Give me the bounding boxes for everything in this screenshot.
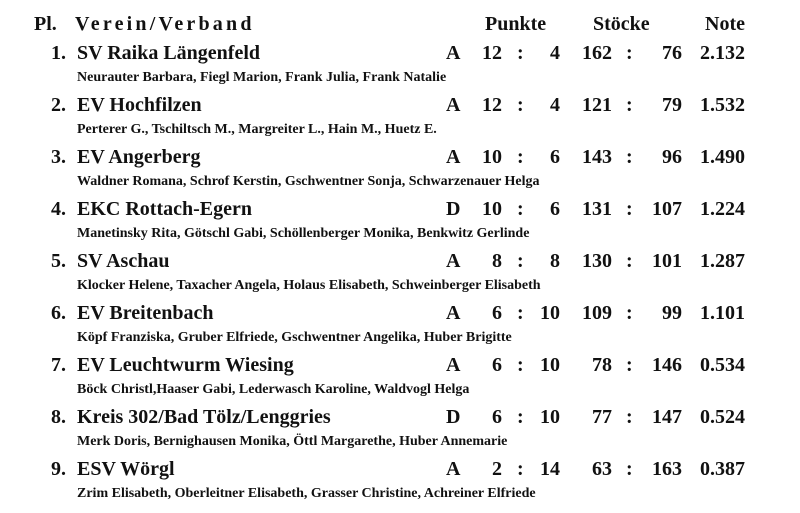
points-colon: : <box>517 302 524 324</box>
class-letter: A <box>446 458 461 480</box>
class-letter: A <box>446 302 461 324</box>
sticks-for: 162 <box>582 42 612 64</box>
table-row <box>0 248 800 300</box>
sticks-for: 131 <box>582 198 612 220</box>
team-name: EV Breitenbach <box>77 302 214 324</box>
rank: 7. <box>51 354 66 376</box>
points-colon: : <box>517 354 524 376</box>
table-row <box>0 352 800 404</box>
player-list: Böck Christl,Haaser Gabi, Lederwasch Karoline, Waldvogl Helga <box>77 382 470 397</box>
class-letter: A <box>446 94 461 116</box>
note-value: 0.534 <box>700 354 745 376</box>
sticks-colon: : <box>626 302 633 324</box>
note-value: 1.224 <box>700 198 745 220</box>
player-list: Zrim Elisabeth, Oberleitner Elisabeth, Grasser Christine, Achreiner Elfriede <box>77 486 536 501</box>
rank: 2. <box>51 94 66 116</box>
table-row <box>0 144 800 196</box>
team-name: SV Aschau <box>77 250 170 272</box>
sticks-against: 101 <box>652 250 682 272</box>
team-name: SV Raika Längenfeld <box>77 42 261 64</box>
sticks-for: 130 <box>582 250 612 272</box>
sticks-against: 107 <box>652 198 682 220</box>
header-club: Verein/Verband <box>75 13 255 35</box>
rank: 5. <box>51 250 66 272</box>
sticks-colon: : <box>626 94 633 116</box>
player-list: Perterer G., Tschiltsch M., Margreiter L., Hain M., Huetz E. <box>77 122 437 137</box>
sticks-for: 78 <box>592 354 612 376</box>
team-line <box>0 352 800 378</box>
sticks-colon: : <box>626 250 633 272</box>
header-sticks: Stöcke <box>593 13 650 35</box>
team-line <box>0 144 800 170</box>
points-colon: : <box>517 406 524 428</box>
points-colon: : <box>517 250 524 272</box>
points-against: 10 <box>540 354 560 376</box>
note-value: 1.287 <box>700 250 745 272</box>
header-points: Punkte <box>485 13 547 35</box>
class-letter: A <box>446 42 461 64</box>
team-line <box>0 404 800 430</box>
team-name: ESV Wörgl <box>77 458 175 480</box>
note-value: 2.132 <box>700 42 745 64</box>
points-for: 12 <box>482 42 502 64</box>
points-against: 14 <box>540 458 560 480</box>
points-for: 6 <box>492 354 502 376</box>
table-row <box>0 92 800 144</box>
sticks-against: 99 <box>662 302 682 324</box>
sticks-against: 163 <box>652 458 682 480</box>
points-for: 2 <box>492 458 502 480</box>
table-row <box>0 300 800 352</box>
sticks-for: 63 <box>592 458 612 480</box>
sticks-against: 96 <box>662 146 682 168</box>
rank: 3. <box>51 146 66 168</box>
points-for: 10 <box>482 146 502 168</box>
points-colon: : <box>517 146 524 168</box>
points-for: 10 <box>482 198 502 220</box>
header-note: Note <box>705 13 745 35</box>
player-list: Manetinsky Rita, Götschl Gabi, Schöllenberger Monika, Benkwitz Gerlinde <box>77 226 530 241</box>
sticks-for: 121 <box>582 94 612 116</box>
sticks-colon: : <box>626 42 633 64</box>
points-against: 4 <box>550 94 560 116</box>
header-place: Pl. <box>34 13 57 35</box>
points-colon: : <box>517 198 524 220</box>
rank: 8. <box>51 406 66 428</box>
sticks-against: 79 <box>662 94 682 116</box>
points-for: 6 <box>492 302 502 324</box>
rank: 6. <box>51 302 66 324</box>
player-list: Köpf Franziska, Gruber Elfriede, Gschwentner Angelika, Huber Brigitte <box>77 330 512 345</box>
table-row <box>0 40 800 92</box>
sticks-colon: : <box>626 198 633 220</box>
sticks-for: 77 <box>592 406 612 428</box>
points-for: 12 <box>482 94 502 116</box>
player-list: Waldner Romana, Schrof Kerstin, Gschwentner Sonja, Schwarzenauer Helga <box>77 174 540 189</box>
team-name: EV Hochfilzen <box>77 94 202 116</box>
team-line <box>0 196 800 222</box>
points-against: 4 <box>550 42 560 64</box>
class-letter: A <box>446 146 461 168</box>
team-line <box>0 300 800 326</box>
class-letter: D <box>446 198 461 220</box>
sticks-colon: : <box>626 458 633 480</box>
rank: 4. <box>51 198 66 220</box>
note-value: 1.490 <box>700 146 745 168</box>
team-name: EKC Rottach-Egern <box>77 198 252 220</box>
points-for: 6 <box>492 406 502 428</box>
note-value: 0.387 <box>700 458 745 480</box>
team-name: EV Leuchtwurm Wiesing <box>77 354 294 376</box>
class-letter: A <box>446 250 461 272</box>
player-list: Klocker Helene, Taxacher Angela, Holaus Elisabeth, Schweinberger Elisabeth <box>77 278 541 293</box>
points-against: 6 <box>550 198 560 220</box>
points-colon: : <box>517 94 524 116</box>
points-colon: : <box>517 458 524 480</box>
class-letter: A <box>446 354 461 376</box>
points-colon: : <box>517 42 524 64</box>
rank: 9. <box>51 458 66 480</box>
sticks-colon: : <box>626 406 633 428</box>
rank: 1. <box>51 42 66 64</box>
table-row <box>0 404 800 456</box>
team-line <box>0 92 800 118</box>
team-name: Kreis 302/Bad Tölz/Lenggries <box>77 406 331 428</box>
points-against: 10 <box>540 406 560 428</box>
team-line <box>0 40 800 66</box>
note-value: 0.524 <box>700 406 745 428</box>
note-value: 1.532 <box>700 94 745 116</box>
sticks-against: 76 <box>662 42 682 64</box>
player-list: Neurauter Barbara, Fiegl Marion, Frank Julia, Frank Natalie <box>77 70 447 85</box>
class-letter: D <box>446 406 461 428</box>
table-row <box>0 196 800 248</box>
points-against: 10 <box>540 302 560 324</box>
sticks-against: 146 <box>652 354 682 376</box>
player-list: Merk Doris, Bernighausen Monika, Öttl Margarethe, Huber Annemarie <box>77 434 508 449</box>
sticks-against: 147 <box>652 406 682 428</box>
points-for: 8 <box>492 250 502 272</box>
sticks-colon: : <box>626 354 633 376</box>
sticks-colon: : <box>626 146 633 168</box>
sticks-for: 143 <box>582 146 612 168</box>
note-value: 1.101 <box>700 302 745 324</box>
sticks-for: 109 <box>582 302 612 324</box>
points-against: 6 <box>550 146 560 168</box>
team-line <box>0 248 800 274</box>
team-name: EV Angerberg <box>77 146 201 168</box>
points-against: 8 <box>550 250 560 272</box>
team-line <box>0 456 800 482</box>
table-row <box>0 456 800 508</box>
